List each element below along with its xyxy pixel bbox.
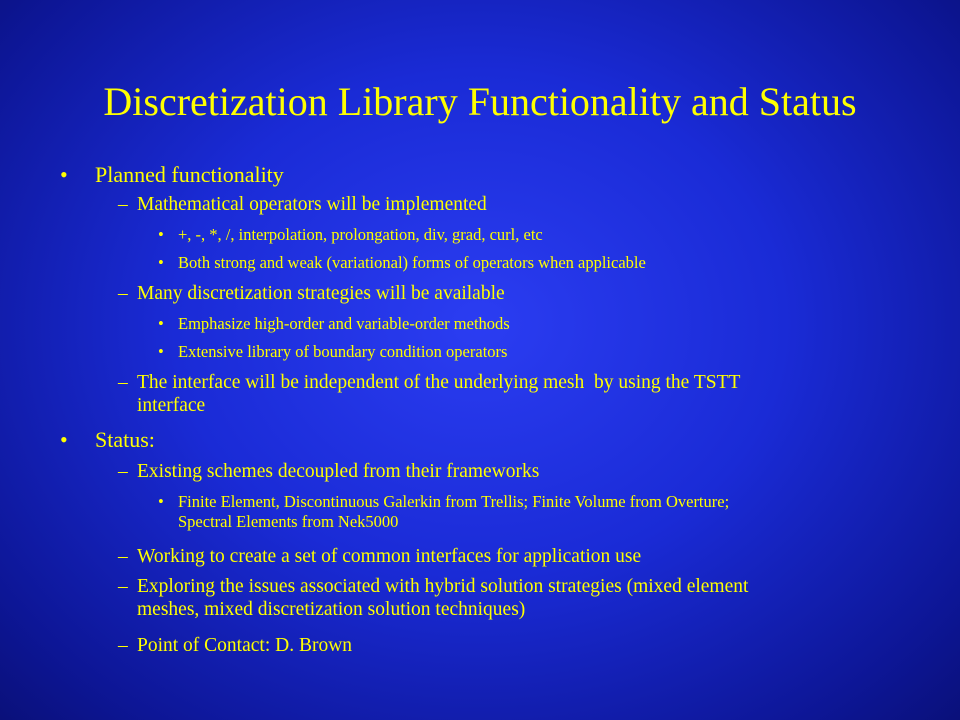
bullet-marker-icon: • [60, 427, 68, 452]
dash-marker-icon: – [118, 635, 128, 656]
bullet-text: Emphasize high-order and variable-order methods [178, 314, 510, 333]
bullet-text-line: Exploring the issues associated with hybrid solution strategies (mixed element [137, 576, 749, 597]
bullet-text: Mathematical operators will be implemented [137, 194, 487, 215]
bullet-text: Existing schemes decoupled from their frameworks [137, 461, 540, 482]
bullet-text [137, 575, 748, 621]
bullet-text: Planned functionality [95, 162, 284, 187]
bullet-text: Both strong and weak (variational) forms of operators when applicable [178, 253, 646, 272]
dash-marker-icon: – [118, 372, 128, 393]
bullet-marker-icon: • [158, 314, 164, 333]
bullet-text-line: Spectral Elements from Nek5000 [178, 512, 399, 531]
bullet-marker-icon: • [158, 225, 164, 244]
bullet-text: +, -, *, /, interpolation, prolongation, div, grad, curl, etc [178, 225, 543, 244]
bullet-text: Many discretization strategies will be available [137, 283, 505, 304]
dash-marker-icon: – [118, 194, 128, 215]
bullet-text: Status: [95, 427, 155, 452]
dash-marker-icon: – [118, 283, 128, 304]
bullet-text-line: The interface will be independent of the underlying mesh by using the TSTT [137, 372, 741, 393]
bullet-text-line: interface [137, 395, 206, 416]
bullet-marker-icon: • [158, 492, 164, 511]
bullet-marker-icon: • [60, 162, 68, 187]
slide-title: Discretization Library Functionality and Status [103, 79, 857, 124]
bullet-text: Point of Contact: D. Brown [137, 635, 353, 656]
bullet-text: Working to create a set of common interfaces for application use [137, 546, 642, 567]
bullet-text-line: meshes, mixed discretization solution techniques) [137, 599, 526, 620]
bullet-text-line: Finite Element, Discontinuous Galerkin from Trellis; Finite Volume from Overture; [178, 492, 730, 511]
dash-marker-icon: – [118, 461, 128, 482]
dash-marker-icon: – [118, 546, 128, 567]
bullet-marker-icon: • [158, 253, 164, 272]
bullet-marker-icon: • [158, 342, 164, 361]
bullet-text: Extensive library of boundary condition operators [178, 342, 508, 361]
bullet-text [178, 492, 729, 532]
dash-marker-icon: – [118, 576, 128, 597]
bullet-text [137, 371, 740, 417]
